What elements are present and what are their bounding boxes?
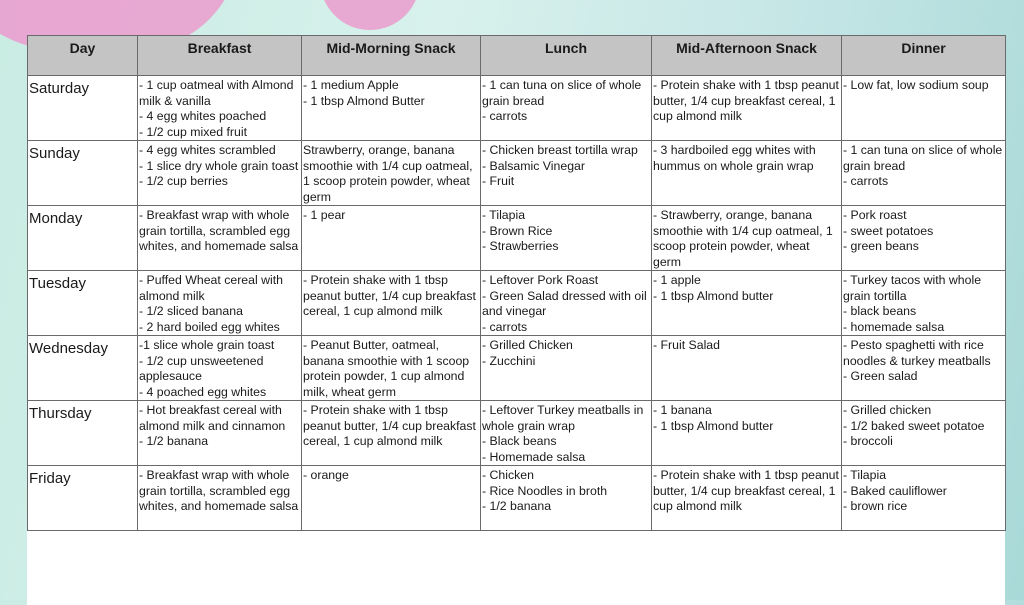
header-mid-morning-snack: Mid-Morning Snack [302,36,481,76]
cell-breakfast [138,206,302,271]
menu-item: - Breakfast wrap with whole grain tortilla, scrambled egg whites, and homemade salsa [139,468,299,513]
header-row [28,36,1006,76]
menu-item: - 1 can tuna on slice of whole grain bread [482,78,642,108]
menu-item: - Pesto spaghetti with rice noodles & turkey meatballs [843,338,991,368]
menu-item: - Baked cauliflower [843,483,947,498]
menu-item: - 1/2 banana [482,499,552,513]
cell-dinner [842,206,1006,271]
table-row [28,271,1006,336]
menu-item: - Protein shake with 1 tbsp peanut butter, 1/4 cup breakfast cereal, 1 cup almond milk [653,78,839,123]
cell-lunch [481,271,652,336]
menu-item: - orange [303,468,349,482]
menu-item: - 1/2 banana [139,434,209,448]
menu-item: - carrots [482,319,528,334]
menu-item: - Green Salad dressed with oil and vinegar [482,288,647,318]
cell-day: Sunday [28,141,138,206]
menu-item: - Zucchini [482,353,536,368]
menu-item: - 1/2 sliced banana [139,304,243,318]
cell-day: Monday [28,206,138,271]
menu-item: - 2 hard boiled egg whites [139,319,280,334]
cell-dinner [842,336,1006,401]
cell-day: Friday [28,466,138,531]
menu-item: - Turkey tacos with whole grain tortilla [843,273,982,303]
header-day: Day [28,36,138,76]
meal-plan-table [27,35,1006,531]
menu-item: - Leftover Turkey meatballs in whole grain wrap [482,403,644,433]
menu-item: - 1 tbsp Almond Butter [303,93,425,108]
menu-item: - sweet potatoes [843,223,934,238]
menu-item: - Pork roast [843,208,907,222]
menu-item: - Puffed Wheat cereal with almond milk [139,273,283,303]
menu-item: - Breakfast wrap with whole grain tortilla, scrambled egg whites, and homemade salsa [139,208,299,253]
menu-item: - broccoli [843,434,893,448]
table-row [28,206,1006,271]
cell-lunch [481,401,652,466]
cell-lunch [481,466,652,531]
menu-item: - Protein shake with 1 tbsp peanut butter, 1/4 cup breakfast cereal, 1 cup almond milk [653,468,839,513]
menu-item: - Chicken breast tortilla wrap [482,143,638,157]
menu-item: - Fruit Salad [653,338,720,352]
cell-breakfast [138,466,302,531]
cell-mid-morning-snack [302,271,481,336]
cell-lunch [481,206,652,271]
cell-dinner [842,466,1006,531]
cell-dinner [842,271,1006,336]
cell-mid-morning-snack [302,401,481,466]
header-breakfast: Breakfast [138,36,302,76]
menu-item: - Peanut Butter, oatmeal, banana smoothie with 1 scoop protein powder, 1 cup almond milk, wheat germ [303,338,470,399]
menu-item: - Strawberries [482,239,559,253]
cell-breakfast [138,141,302,206]
menu-item: - 4 egg whites scrambled [139,143,276,157]
table-row [28,141,1006,206]
menu-item: - homemade salsa [843,319,945,334]
cell-breakfast [138,336,302,401]
menu-item: - Homemade salsa [482,449,586,464]
menu-item: - black beans [843,304,917,318]
cell-mid-afternoon-snack [652,401,842,466]
table-row [28,336,1006,401]
cell-lunch [481,141,652,206]
menu-item: - Green salad [843,369,918,383]
menu-item: - 4 poached egg whites [139,384,267,399]
table-row [28,466,1006,531]
cell-lunch [481,336,652,401]
menu-item: - 1/2 cup unsweetened applesauce [139,353,264,383]
menu-item: - 4 egg whites poached [139,109,267,123]
menu-item: - Grilled Chicken [482,338,573,352]
menu-item: - Strawberry, orange, banana smoothie with 1/4 cup oatmeal, 1 scoop protein powder, wheat germ [653,208,833,269]
menu-item: - 1 pear [303,208,346,222]
cell-mid-morning-snack [302,336,481,401]
cell-mid-afternoon-snack [652,336,842,401]
table-row [28,76,1006,141]
cell-mid-afternoon-snack [652,466,842,531]
menu-item: - 1/2 cup berries [139,174,228,188]
menu-item: - Protein shake with 1 tbsp peanut butter, 1/4 cup breakfast cereal, 1 cup almond milk [303,403,476,448]
menu-item: - Grilled chicken [843,403,932,417]
menu-item: - Leftover Pork Roast [482,273,599,287]
cell-mid-afternoon-snack [652,206,842,271]
menu-item: Strawberry, orange, banana smoothie with 1/4 cup oatmeal, 1 scoop protein powder, wheat germ [303,143,473,204]
menu-item: - 1 tbsp Almond butter [653,288,774,303]
menu-item: - Low fat, low sodium soup [843,78,989,92]
header-dinner: Dinner [842,36,1006,76]
menu-item: - Chicken [482,468,534,482]
cell-mid-morning-snack [302,206,481,271]
meal-plan-table-container [27,35,1005,605]
menu-item: -1 slice whole grain toast [139,338,275,352]
header-mid-afternoon-snack: Mid-Afternoon Snack [652,36,842,76]
cell-breakfast [138,401,302,466]
menu-item: - Balsamic Vinegar [482,158,585,173]
cell-dinner [842,76,1006,141]
cell-day: Thursday [28,401,138,466]
header-lunch: Lunch [481,36,652,76]
menu-item: - brown rice [843,499,908,513]
menu-item: - 1/2 baked sweet potatoe [843,418,985,433]
menu-item: - 1 medium Apple [303,78,399,92]
cell-mid-morning-snack [302,466,481,531]
menu-item: - carrots [482,109,528,123]
menu-item: - carrots [843,174,889,188]
menu-item: - green beans [843,239,919,253]
menu-item: - Rice Noodles in broth [482,483,608,498]
decorative-pink-shape-small [320,0,420,30]
cell-day: Saturday [28,76,138,141]
menu-item: - Fruit [482,174,515,188]
menu-item: - Tilapia [843,468,887,482]
cell-mid-afternoon-snack [652,76,842,141]
cell-day: Tuesday [28,271,138,336]
menu-item: - 1 cup oatmeal with Almond milk & vanilla [139,78,294,108]
cell-mid-afternoon-snack [652,271,842,336]
menu-item: - 1/2 cup mixed fruit [139,124,247,139]
menu-item: - Protein shake with 1 tbsp peanut butter, 1/4 cup breakfast cereal, 1 cup almond milk [303,273,476,318]
cell-dinner [842,401,1006,466]
menu-item: - 1 banana [653,403,712,417]
menu-item: - 1 tbsp Almond butter [653,418,774,433]
menu-item: - Black beans [482,434,557,448]
menu-item: - 3 hardboiled egg whites with hummus on whole grain wrap [653,143,816,173]
menu-item: - Hot breakfast cereal with almond milk and cinnamon [139,403,286,433]
cell-breakfast [138,76,302,141]
menu-item: - Tilapia [482,208,526,222]
table-row [28,401,1006,466]
cell-dinner [842,141,1006,206]
cell-mid-afternoon-snack [652,141,842,206]
cell-day: Wednesday [28,336,138,401]
cell-lunch [481,76,652,141]
menu-item: - Brown Rice [482,223,553,238]
cell-mid-morning-snack [302,141,481,206]
cell-breakfast [138,271,302,336]
cell-mid-morning-snack [302,76,481,141]
menu-item: - 1 apple [653,273,701,287]
menu-item: - 1 can tuna on slice of whole grain bread [843,143,1003,173]
menu-item: - 1 slice dry whole grain toast [139,158,299,173]
